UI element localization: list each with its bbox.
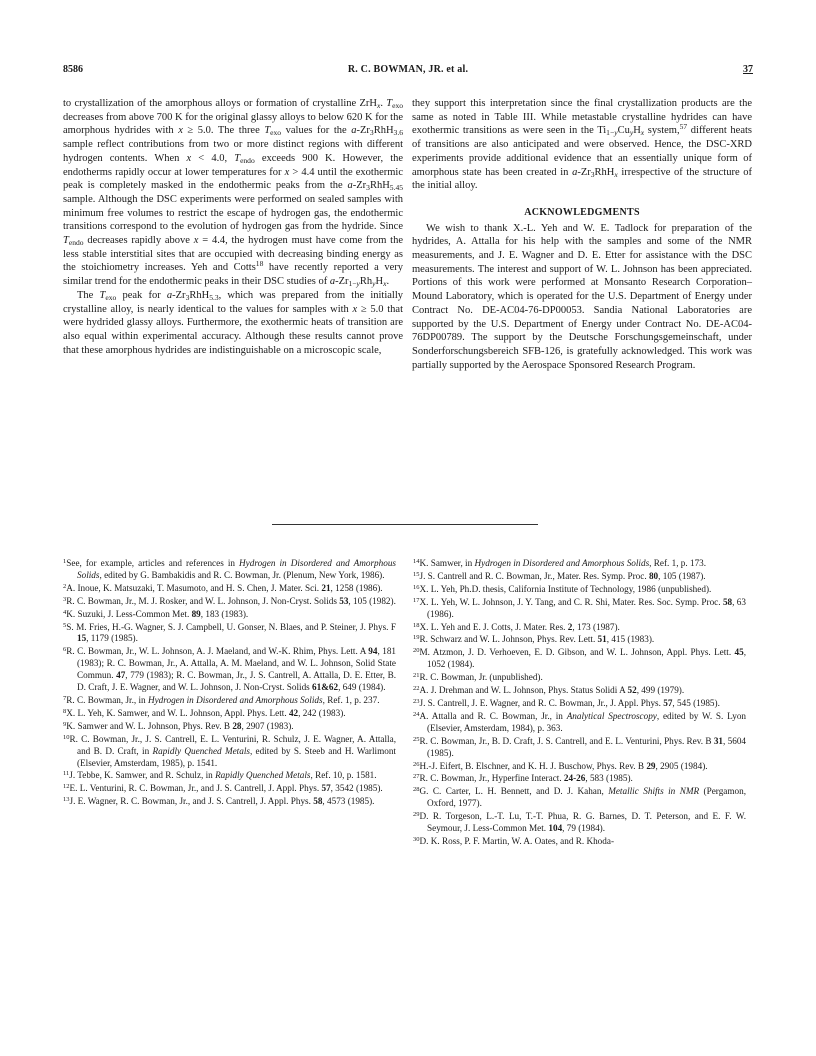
reference-item: $^6$R. C. Bowman, Jr., W. L. Johnson, A. J. Maeland, and W.-K. Rhim, Phys. Lett. A 94, 181 (1983); R. C. Bowman, Jr., A. Attalla, A. M. Maeland, and W. L. Johnson, Solid State Commun. 47, 779 (1983); R. C. Bowman, Jr., J. S. Cantrell, A. Attalla, D. E. Etter, B. D. Craft, J. E. Wagner, and W. L. Johnson, J. Non-Cryst. Solids 61&62, 649 (1984). [63, 646, 397, 693]
running-title: R. C. BOWMAN, JR. et al. [347, 64, 469, 75]
reference-item: $^{17}$X. L. Yeh, W. L. Johnson, J. Y. Tang, and C. R. Shi, Mater. Res. Soc. Symp. Proc. 58, 63 (1986). [413, 596, 746, 619]
reference-item: $^{23}$J. S. Cantrell, J. E. Wagner, and R. C. Bowman, Jr., J. Appl. Phys. 57, 545 (1985). [413, 697, 720, 708]
references-left-column [63, 558, 396, 809]
reference-item: $^{24}$A. Attalla and R. C. Bowman, Jr., in Analytical Spectroscopy, edited by W. S. Lyon (Elsevier, Amsterdam, 1984), p. 363. [413, 710, 747, 733]
section-divider [272, 524, 538, 525]
reference-item: $^{21}$R. C. Bowman, Jr. (unpublished). [413, 672, 543, 683]
reference-item: $^{15}$J. S. Cantrell and R. C. Bowman, Jr., Mater. Res. Symp. Proc. 80, 105 (1987). [413, 570, 706, 581]
reference-item: $^{25}$R. C. Bowman, Jr., B. D. Craft, J. S. Cantrell, and E. L. Venturini, Phys. Rev. B 31, 5604 (1985). [413, 735, 747, 758]
reference-item: $^{30}$D. K. Ross, P. F. Martin, W. A. Oates, and R. Khoda- [413, 835, 614, 846]
reference-item: $^{26}$H.-J. Eifert, B. Elschner, and K. H. J. Buschow, Phys. Rev. B 29, 2905 (1984). [413, 760, 708, 771]
reference-item: $^4$K. Suzuki, J. Less-Common Met. 89, 183 (1983). [63, 608, 249, 619]
body-paragraph: to crystallization of the amorphous alloys or formation of crystalline ZrH$_x$. $T_{exo}$ decreases from above 700 K for the original glassy alloys to below 620 K for the amorphous hydrides with x ≥ 5.0. The three $T_{exo}$ values for the $a-Zr_3RhH_{3.6}$ sample reflect contributions from two or more distinct regions with different hydrogen contents. When x < 4.0, $T_{endo}$ exceeds 900 K. However, the endotherms rapidly occur at lower temperatures for x > 4.4 until the exothermic peak is completely masked in the endothermic peaks from the $a-Zr_3RhH_{5.45}$ sample. Although the DSC experiments were performed on sealed samples with minimum free volumes to restrict the escape of hydrogen gas, the endothermic transitions correspond to the evolution of hydrogen gas from the hydride. Since $T_{endo}$ decreases rapidly above x = 4.4, the hydrogen must have come from the less stable interstitial sites that are occupied with decreasing binding energy as the stoichiometry increases. Yeh and Cotts$^{18}$ have recently reported a very similar trend for the endothermic peaks in their DSC studies of $a-Zr_{1-y}Rh_yH_x$. [63, 98, 404, 289]
reference-item: $^5$S. M. Fries, H.-G. Wagner, S. J. Campbell, U. Gonser, N. Blaes, and P. Steiner, J. Phys. F 15, 1179 (1985). [63, 621, 396, 644]
reference-item: $^2$A. Inoue, K. Matsuzaki, T. Masumoto, and H. S. Chen, J. Mater. Sci. 21, 1258 (1986). [63, 582, 383, 593]
reference-item: $^{14}$K. Samwer, in Hydrogen in Disordered and Amorphous Solids, Ref. 1, p. 173. [413, 558, 707, 568]
body-paragraph: The $T_{exo}$ peak for $a-Zr_3RhH_{5.3}$, which was prepared from the initially crystalline alloy, is nearly identical to the values for samples with x ≥ 5.0 that were hydrided glassy alloys. Furthermore, the exothermic heats of transition are also equal within experimental accuracy. Although these results cannot prove that these amorphous hydrides are indistinguishable on a microscopic scale, [63, 289, 403, 356]
reference-item: $^{19}$R. Schwarz and W. L. Johnson, Phys. Rev. Lett. 51, 415 (1983). [413, 634, 655, 645]
reference-item: $^{18}$X. L. Yeh and E. J. Cotts, J. Mater. Res. 2, 173 (1987). [413, 621, 620, 632]
volume-number: 37 [743, 64, 753, 75]
reference-item: $^{11}$J. Tebbe, K. Samwer, and R. Schulz, in Rapidly Quenched Metals, Ref. 10, p. 1581. [63, 770, 377, 781]
reference-item: $^9$K. Samwer and W. L. Johnson, Phys. Rev. B 28, 2907 (1983). [63, 720, 294, 731]
reference-item: $^{13}$J. E. Wagner, R. C. Bowman, Jr., and J. S. Cantrell, J. Appl. Phys. 58, 4573 (1985). [63, 796, 375, 807]
left-body-column [63, 97, 403, 357]
reference-item: $^{20}$M. Atzmon, J. D. Verhoeven, E. D. Gibson, and W. L. Johnson, Appl. Phys. Lett. 45, 1052 (1984). [413, 647, 746, 670]
page-header [63, 64, 753, 78]
reference-item: $^{29}$D. R. Torgeson, L.-T. Lu, T.-T. Phua, R. G. Barnes, D. T. Peterson, and E. F. W. Seymour, J. Less-Common Met. 104, 79 (1984). [413, 811, 746, 834]
page-number: 8586 [63, 64, 83, 75]
reference-item: $^8$X. L. Yeh, K. Samwer, and W. L. Johnson, Appl. Phys. Lett. 42, 242 (1983). [63, 707, 346, 718]
right-body-column [412, 97, 752, 372]
reference-item: $^{10}$R. C. Bowman, Jr., J. S. Cantrell, E. L. Venturini, R. Schulz, J. E. Wagner, A. Attalla, and B. D. Craft, in Rapidly Quenched Metals, edited by S. Steeb and H. Warlimont (Elsevier, Amsterdam, 1985), p. 1541. [63, 733, 396, 768]
reference-item: $^{27}$R. C. Bowman, Jr., Hyperfine Interact. 24-26, 583 (1985). [413, 773, 633, 784]
acknowledgments-paragraph: We wish to thank X.-L. Yeh and W. E. Tadlock for preparation of the hydrides, A. Attalla for his help with the samples and some of the NMR measurements, and J. E. Wagner and D. E. Etter for assistance with the DSC measurements. The interest and support of W. L. Johnson has been appreciated. Portions of this work were performed at Monsanto Research Corporation–Mound Laboratory, which is operated for the U.S. Department of Energy under Contract No. DE-AC04-76-DP00053. Sandia National Laboratories are supported by the U.S. Department of Energy under Contract No. DE-AC04-76DP00789. The support by the Deutsche Forschungsgemeinschaft, under Sonderforschungsbereich SFB-126, is gratefully acknowledged. This work was partially supported by the Aerospace Sponsored Research Program. [412, 222, 752, 371]
reference-item: $^{12}$E. L. Venturini, R. C. Bowman, Jr., and J. S. Cantrell, J. Appl. Phys. 57, 3542 (1985). [63, 783, 383, 794]
reference-item: $^{16}$X. L. Yeh, Ph.D. thesis, California Institute of Technology, 1986 (unpublished). [413, 583, 712, 594]
references-right-column [413, 558, 746, 849]
reference-item: $^7$R. C. Bowman, Jr., in Hydrogen in Disordered and Amorphous Solids, Ref. 1, p. 237. [63, 694, 380, 705]
acknowledgments-heading: ACKNOWLEDGMENTS [524, 206, 640, 218]
body-paragraph: they support this interpretation since the final crystallization products are the same as noted in Table III. While metastable crystalline hydrides can have exothermic transitions as were seen in the $Ti_{1-y}Cu_yH_x$ system,$^{57}$ different heats of transitions are also anticipated and were observed. Hence, the DSC-XRD experiments provide additional evidence that an essentially unique form of amorphous state has been created in $a-Zr_3RhH_x$ irrespective of the structure of the initial alloy. [412, 98, 752, 192]
reference-item: $^1$See, for example, articles and references in Hydrogen in Disordered and Amorphous Solids, edited by G. Bambakidis and R. C. Bowman, Jr. (Plenum, New York, 1986). [63, 558, 396, 580]
reference-item: $^{22}$A. J. Drehman and W. L. Johnson, Phys. Status Solidi A 52, 499 (1979). [413, 685, 685, 696]
reference-item: $^{28}$G. C. Carter, L. H. Bennett, and D. J. Kahan, Metallic Shifts in NMR (Pergamon, Oxford, 1977). [413, 786, 746, 809]
reference-item: $^3$R. C. Bowman, Jr., M. J. Rosker, and W. L. Johnson, J. Non-Cryst. Solids 53, 105 (1982). [63, 595, 396, 606]
